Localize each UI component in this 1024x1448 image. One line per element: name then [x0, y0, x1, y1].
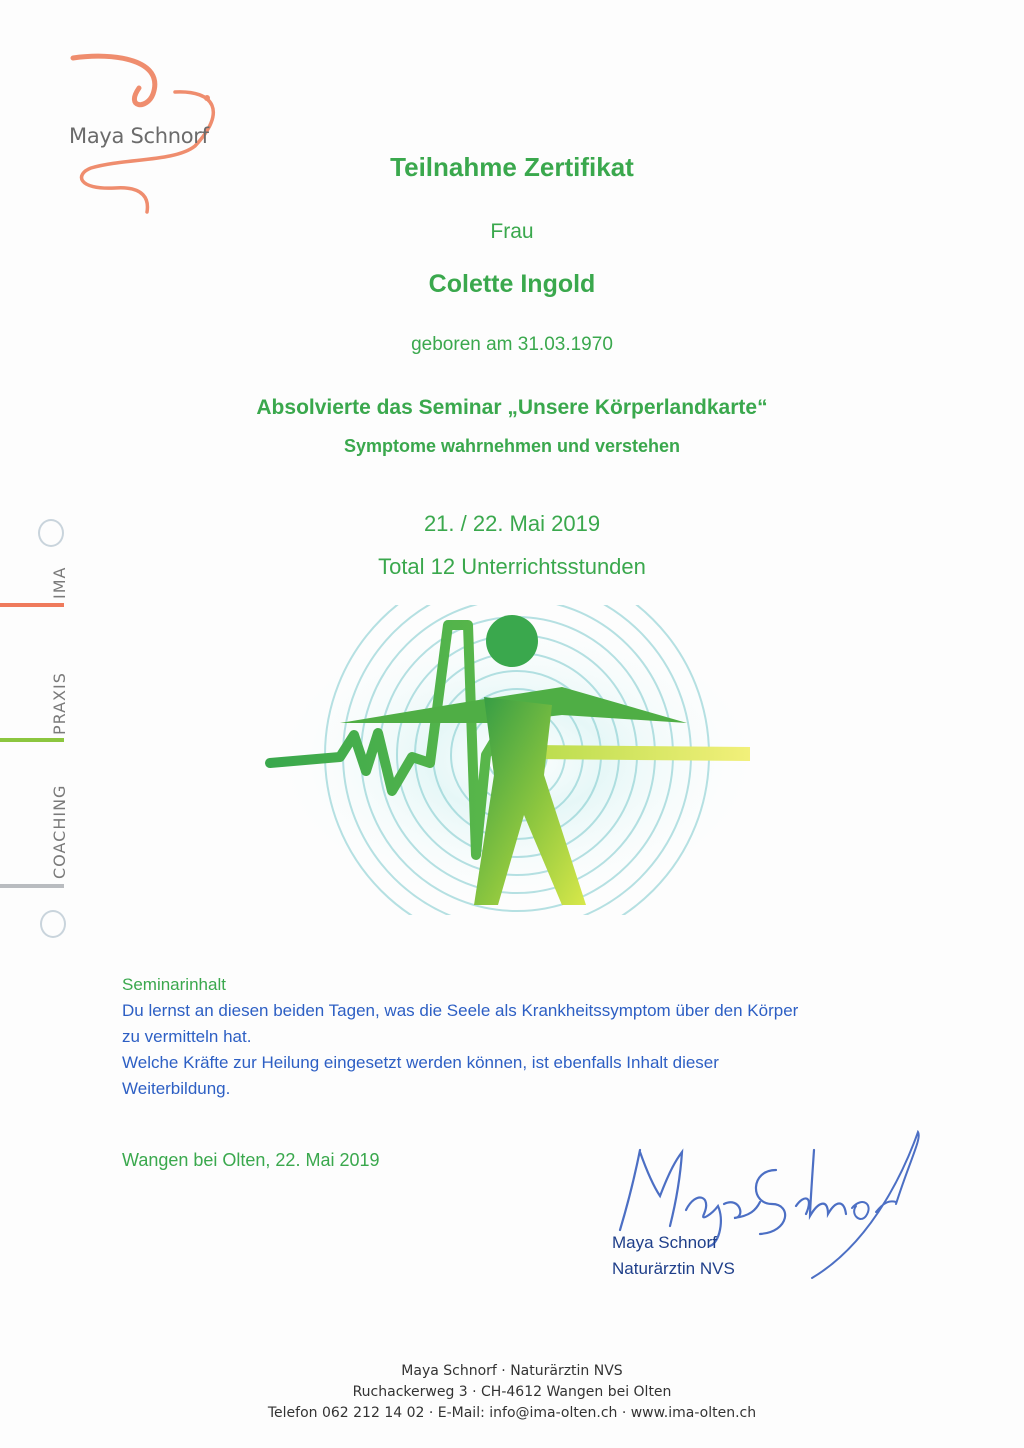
side-line-coaching [0, 884, 64, 888]
figure-lower-arm [532, 745, 750, 761]
side-circle-bottom-icon [40, 910, 66, 938]
side-circle-top-icon [38, 519, 64, 547]
seminar-dates: 21. / 22. Mai 2019 [423, 511, 601, 536]
certificate-title: Teilnahme Zertifikat [390, 152, 634, 182]
content-line-2: zu vermitteln hat. [122, 1027, 252, 1046]
total-hours: Total 12 Unterrichtsstunden [378, 554, 646, 579]
content-line-3: Welche Kräfte zur Heilung eingesetzt werden können, ist ebenfalls Inhalt dieser [122, 1053, 719, 1072]
seminar-subtitle: Symptome wahrnehmen und verstehen [343, 436, 681, 456]
side-label-praxis: PRAXIS [50, 672, 69, 735]
salutation: Frau [490, 220, 534, 243]
logo-brand-name: Maya Schnorf [69, 124, 209, 148]
signer-name: Maya Schnorf [612, 1233, 717, 1252]
side-vertical-menu [0, 515, 80, 945]
signer-block [612, 1230, 735, 1282]
seminar-content [122, 972, 922, 1102]
footer-line-1: Maya Schnorf · Naturärztin NVS [401, 1363, 623, 1379]
footer-line-2: Ruchackerweg 3 · CH-4612 Wangen bei Olten [352, 1384, 672, 1400]
signer-role: Naturärztin NVS [612, 1259, 735, 1278]
side-line-ima [0, 603, 64, 607]
birth-date-line: geboren am 31.03.1970 [411, 334, 613, 355]
participant-name: Colette Ingold [428, 270, 596, 298]
brand-logo [55, 50, 255, 215]
side-line-praxis [0, 738, 64, 742]
footer-line-3: Telefon 062 212 14 02 · E-Mail: info@ima-olten.ch · www.ima-olten.ch [267, 1405, 757, 1421]
footer-address [0, 1361, 1024, 1424]
content-line-1: Du lernst an diesen beiden Tagen, was die Seele als Krankheitssymptom über den Körper [122, 1001, 799, 1020]
content-line-4: Weiterbildung. [122, 1079, 231, 1098]
side-label-ima: IMA [50, 566, 69, 599]
place-date: Wangen bei Olten, 22. Mai 2019 [122, 1150, 380, 1170]
seminar-title: Absolvierte das Seminar „Unsere Körperlandkarte“ [256, 396, 768, 419]
side-label-coaching: COACHING [50, 784, 69, 879]
body-map-illustration [262, 605, 772, 915]
content-heading: Seminarinhalt [122, 975, 226, 994]
figure-head [486, 615, 538, 667]
